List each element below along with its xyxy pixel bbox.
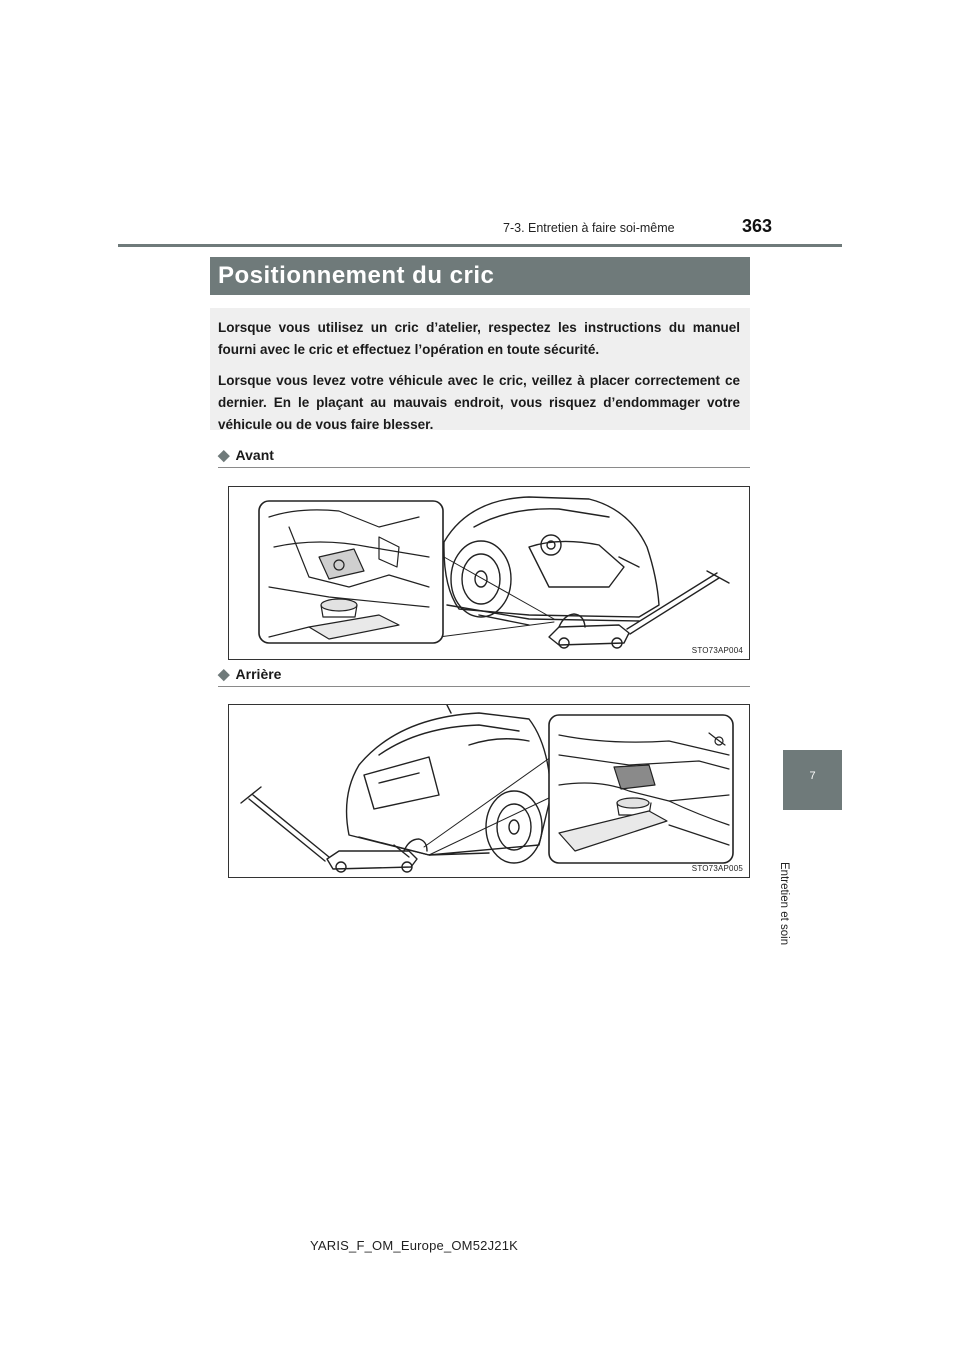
front-detail-callout: [259, 501, 443, 643]
front-heading: [218, 446, 274, 464]
section-breadcrumb: 7-3. Entretien à faire soi-même: [503, 221, 675, 235]
front-jack-drawing: [229, 487, 749, 659]
rear-detail-callout: [549, 715, 733, 863]
rear-heading-rule: [218, 686, 750, 687]
rear-figure-code: STO73AP005: [691, 864, 743, 873]
front-jack-illustration: [228, 486, 750, 660]
intro-paragraph-1: Lorsque vous utilisez un cric d’atelier, respectez les instructions du manuel fourni avec le cric et effectuez l’opération en toute sécurité.: [218, 320, 740, 357]
rear-heading: [218, 665, 281, 683]
front-heading-label: Avant: [235, 447, 274, 463]
intro-box: [210, 308, 750, 430]
front-heading-rule: [218, 467, 750, 468]
rear-jack-illustration: [228, 704, 750, 878]
page-title: Positionnement du cric: [210, 257, 750, 295]
intro-paragraph-2: Lorsque vous levez votre véhicule avec le cric, veillez à placer correctement ce dernier. En le plaçant au mauvais endroit, vous risquez d’endommager votre véhicule ou de vous faire blesser.: [218, 373, 740, 432]
diamond-icon: ◆: [218, 666, 230, 683]
page-number: 363: [742, 216, 773, 236]
rear-heading-label: Arrière: [235, 666, 282, 682]
diamond-icon: ◆: [218, 447, 230, 464]
rear-jack-drawing: [229, 705, 749, 877]
chapter-title: Entretien et soin: [778, 862, 790, 946]
chapter-number: 7: [809, 770, 816, 782]
header-rule: [118, 244, 842, 247]
front-figure-code: STO73AP004: [691, 646, 743, 655]
document-id: YARIS_F_OM_Europe_OM52J21K: [310, 1238, 519, 1253]
